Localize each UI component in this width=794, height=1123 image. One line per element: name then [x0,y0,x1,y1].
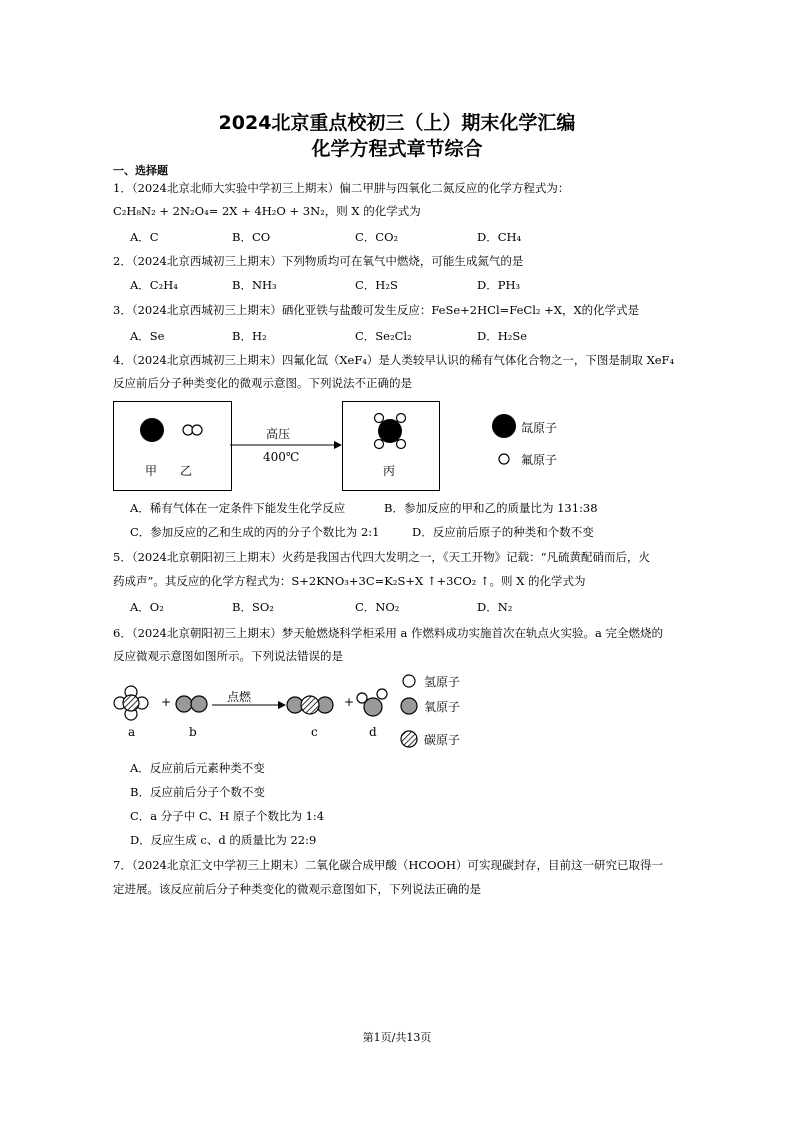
label-a: a [128,725,136,739]
q6-stem-1: 6．（2024北京朝阳初三上期末）梦天舱燃烧科学柜采用 a 作燃料成功实施首次在轨点火实验。a 完全燃烧的 [113,626,664,640]
legend-xe-label: 氙原子 [521,421,558,435]
section-heading: 一、选择题 [113,164,168,177]
page-footer: 第1页/共13页 [362,1031,432,1044]
q4-option-c: C．参加反应的乙和生成的丙的分子个数比为 2:1 [130,525,380,539]
arrow-head-icon [278,701,286,709]
water-molecule-icon [357,689,387,716]
label-c: c [311,725,318,739]
oxygen-molecule-icon [176,696,207,712]
legend-c-icon [401,731,417,747]
q3-stem: 3．（2024北京西城初三上期末）硒化亚铁与盐酸可发生反应：FeSe+2HCl=FeCl₂ +X，X的化学式是 [113,303,640,317]
carbon-dioxide-molecule-icon [287,696,333,714]
q5-stem-2: 药成声”。其反应的化学方程式为：S+2KNO₃+3C=K₂S+X ↑+3CO₂ ↑。则 X 的化学式为 [113,574,586,588]
q1-stem: 1．（2024北京北师大实验中学初三上期末）偏二甲肼与四氧化二氮反应的化学方程式为： [113,181,570,195]
q1-option-d: D．CH₄ [477,230,522,244]
page-subtitle: 化学方程式章节综合 [311,138,483,160]
label-yi: 乙 [180,464,193,478]
page-title: 2024北京重点校初三（上）期末化学汇编 [218,112,576,134]
condition-ignite: 点燃 [227,690,252,704]
legend-h-icon [403,675,415,687]
q5-option-c: C．NO₂ [355,600,400,614]
q4-option-d: D．反应前后原子的种类和个数不变 [412,525,594,539]
q1-equation: C₂H₈N₂ + 2N₂O₄= 2X + 4H₂O + 3N₂，则 X 的化学式为 [113,204,421,218]
q2-option-b: B．NH₃ [232,278,277,292]
q4-stem-2: 反应前后分子种类变化的微观示意图。下列说法不正确的是 [113,376,412,390]
q4-option-b: B．参加反应的甲和乙的质量比为 131:38 [384,501,598,515]
q2-option-c: C．H₂S [355,278,398,292]
q4-stem-1: 4．（2024北京西城初三上期末）四氟化氙（XeF₄）是人类较早认识的稀有气体化合物之一，下图是制取 XeF₄ [113,353,675,367]
q7-stem-2: 定进展。该反应前后分子种类变化的微观示意图如下，下列说法正确的是 [113,882,481,896]
legend-o-label: 氧原子 [424,700,461,714]
legend-o-icon [401,698,417,714]
q6-option-d: D．反应生成 c、d 的质量比为 22:9 [130,833,317,847]
q6-option-c: C．a 分子中 C、H 原子个数比为 1:4 [130,809,325,823]
legend-h-label: 氢原子 [424,675,461,689]
q7-stem-1: 7．（2024北京汇文中学初三上期末）二氧化碳合成甲酸（HCOOH）可实现碳封存，目前这一研究已取得一 [113,858,664,872]
q6-option-a: A．反应前后元素种类不变 [130,761,265,775]
q5-option-d: D．N₂ [477,600,513,614]
condition-pressure: 高压 [266,427,291,441]
label-bing: 丙 [383,464,396,478]
condition-temperature: 400℃ [263,450,300,464]
q3-option-d: D．H₂Se [477,329,528,343]
q4-option-a: A．稀有气体在一定条件下能发生化学反应 [130,501,346,515]
q3-option-c: C．Se₂Cl₂ [355,329,412,343]
q2-option-d: D．PH₃ [477,278,521,292]
q3-option-b: B．H₂ [232,329,267,343]
q6-option-b: B．反应前后分子个数不变 [130,785,265,799]
q2-option-a: A．C₂H₄ [130,278,178,292]
legend-c-label: 碳原子 [424,733,461,747]
q1-option-a: A．C [130,230,159,244]
label-d: d [369,725,377,739]
plus-sign-2: + [344,695,355,709]
q2-stem: 2．（2024北京西城初三上期末）下列物质均可在氧气中燃烧，可能生成氮气的是 [113,254,524,268]
q1-option-b: B．CO [232,230,271,244]
label-b: b [189,725,197,739]
methane-molecule-icon [114,686,148,720]
q1-option-c: C．CO₂ [355,230,399,244]
q3-option-a: A．Se [130,329,165,343]
legend-f-label: 氟原子 [521,453,558,467]
label-jia: 甲 [145,464,158,478]
q5-option-b: B．SO₂ [232,600,274,614]
q5-option-a: A．O₂ [130,600,164,614]
q5-stem-1: 5．（2024北京朝阳初三上期末）火药是我国古代四大发明之一，《天工开物》记载：“凡硫黄配硝而后，火 [113,550,650,564]
plus-sign-1: + [161,695,172,709]
q6-stem-2: 反应微观示意图如图所示。下列说法错误的是 [113,649,343,663]
